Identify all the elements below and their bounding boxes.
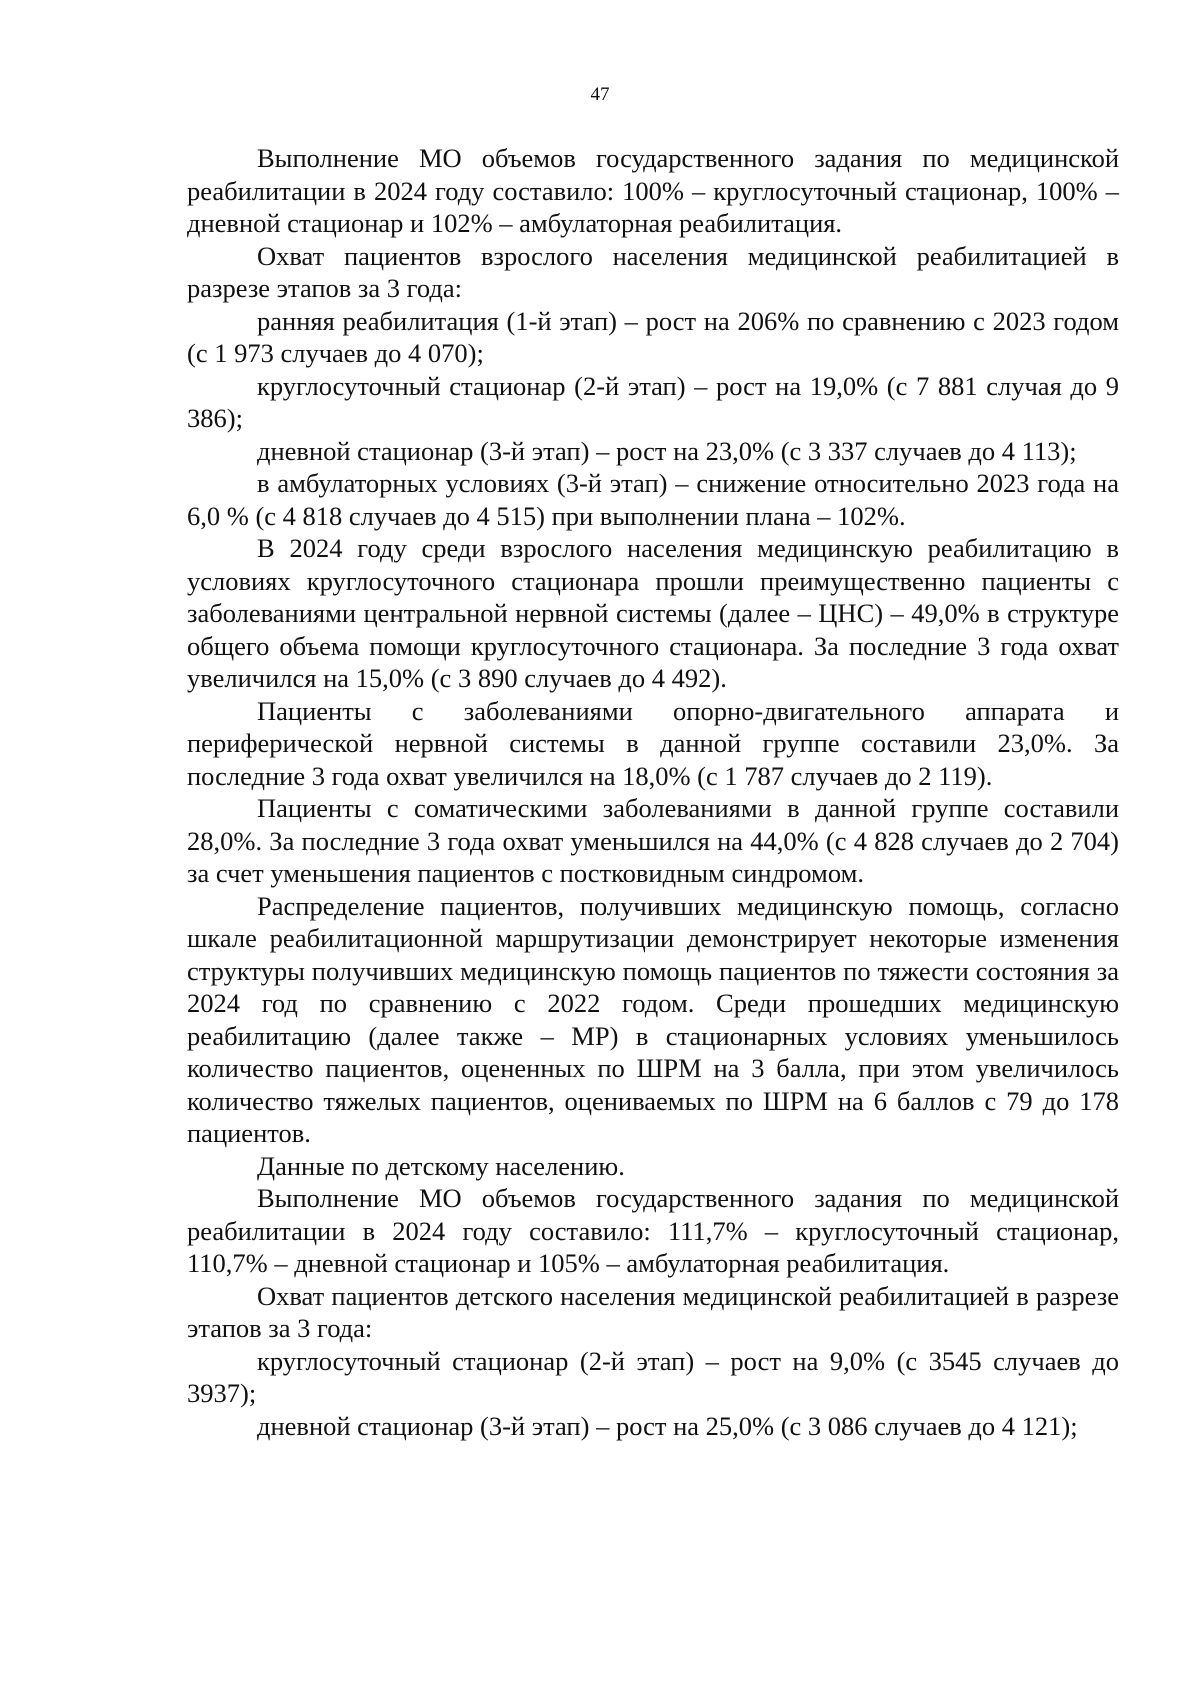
page-number: 47: [590, 84, 610, 105]
paragraph-children-data-heading: Данные по детскому населению.: [257, 1150, 625, 1181]
paragraph-cns-patients: В 2024 году среди взрослого населения медицинскую реабилитацию в условиях круглосуточного стационара прошли преимущественно пациенты с заболеваниями центральной нервной системы (далее – ЦНС) – 49,0% в структуре общего объема помощи круглосуточного стационара. За последние 3 года охват увеличился на 15,0% (с 3 890 случаев до 4 492).: [187, 533, 1119, 693]
paragraph-adult-state-task: Выполнение МО объемов государственного задания по медицинской реабилитации в 2024 году составило: 100% – круглосуточный стационар, 100% – дневной стационар и 102% – амбулаторная реабилитация.: [187, 143, 1119, 238]
paragraph-children-coverage-intro: Охват пациентов детского населения медицинской реабилитацией в разрезе этапов за 3 года:: [187, 1280, 1119, 1343]
paragraph-musculoskeletal-patients: Пациенты с заболеваниями опорно-двигательного аппарата и периферической нервной системы в данной группе составили 23,0%. За последние 3 года охват увеличился на 18,0% (с 1 787 случаев до 2 119).: [187, 695, 1119, 791]
list-item-children-day-hospital: дневной стационар (3-й этап) – рост на 25,0% (с 3 086 случаев до 4 121);: [257, 1410, 1078, 1441]
paragraph-rehab-routing-scale: Распределение пациентов, получивших медицинскую помощь, согласно шкале реабилитационной маршрутизации демонстрирует некоторые изменения структуры получивших медицинскую помощь пациентов по тяжести состояния за 2024 год по сравнению с 2022 годом. Среди прошедших медицинскую реабилитацию (далее также – МР) в стационарных условиях уменьшилось количество пациентов, оцененных по ШРМ на 3 балла, при этом увеличилось количество тяжелых пациентов, оцениваемых по ШРМ на 6 баллов с 79 до 178 пациентов.: [187, 890, 1119, 1148]
list-item-children-round-the-clock: круглосуточный стационар (2-й этап) – рост на 9,0% (с 3545 случаев до 3937);: [187, 1345, 1119, 1408]
list-item-adult-round-the-clock: круглосуточный стационар (2-й этап) – рост на 19,0% (с 7 881 случая до 9 386);: [187, 370, 1119, 433]
list-item-adult-day-hospital: дневной стационар (3-й этап) – рост на 23,0% (с 3 337 случаев до 4 113);: [257, 435, 1077, 466]
paragraph-children-state-task: Выполнение МО объемов государственного задания по медицинской реабилитации в 2024 году составило: 111,7% – круглосуточный стационар, 110,7% – дневной стационар и 105% – амбулаторная реабилитация.: [187, 1183, 1119, 1278]
list-item-early-rehab: ранняя реабилитация (1-й этап) – рост на 206% по сравнению с 2023 годом (с 1 973 случаев до 4 070);: [187, 305, 1119, 368]
list-item-adult-outpatient: в амбулаторных условиях (3-й этап) – снижение относительно 2023 года на 6,0 % (с 4 818 случаев до 4 515) при выполнении плана – 102%.: [187, 468, 1119, 531]
paragraph-adult-coverage-intro: Охват пациентов взрослого населения медицинской реабилитацией в разрезе этапов за 3 года:: [187, 240, 1119, 303]
document-body: [187, 142, 1119, 1442]
paragraph-somatic-patients: Пациенты с соматическими заболеваниями в данной группе составили 28,0%. За последние 3 года охват уменьшился на 44,0% (с 4 828 случаев до 2 704) за счет уменьшения пациентов с постковидным синдромом.: [187, 793, 1119, 888]
